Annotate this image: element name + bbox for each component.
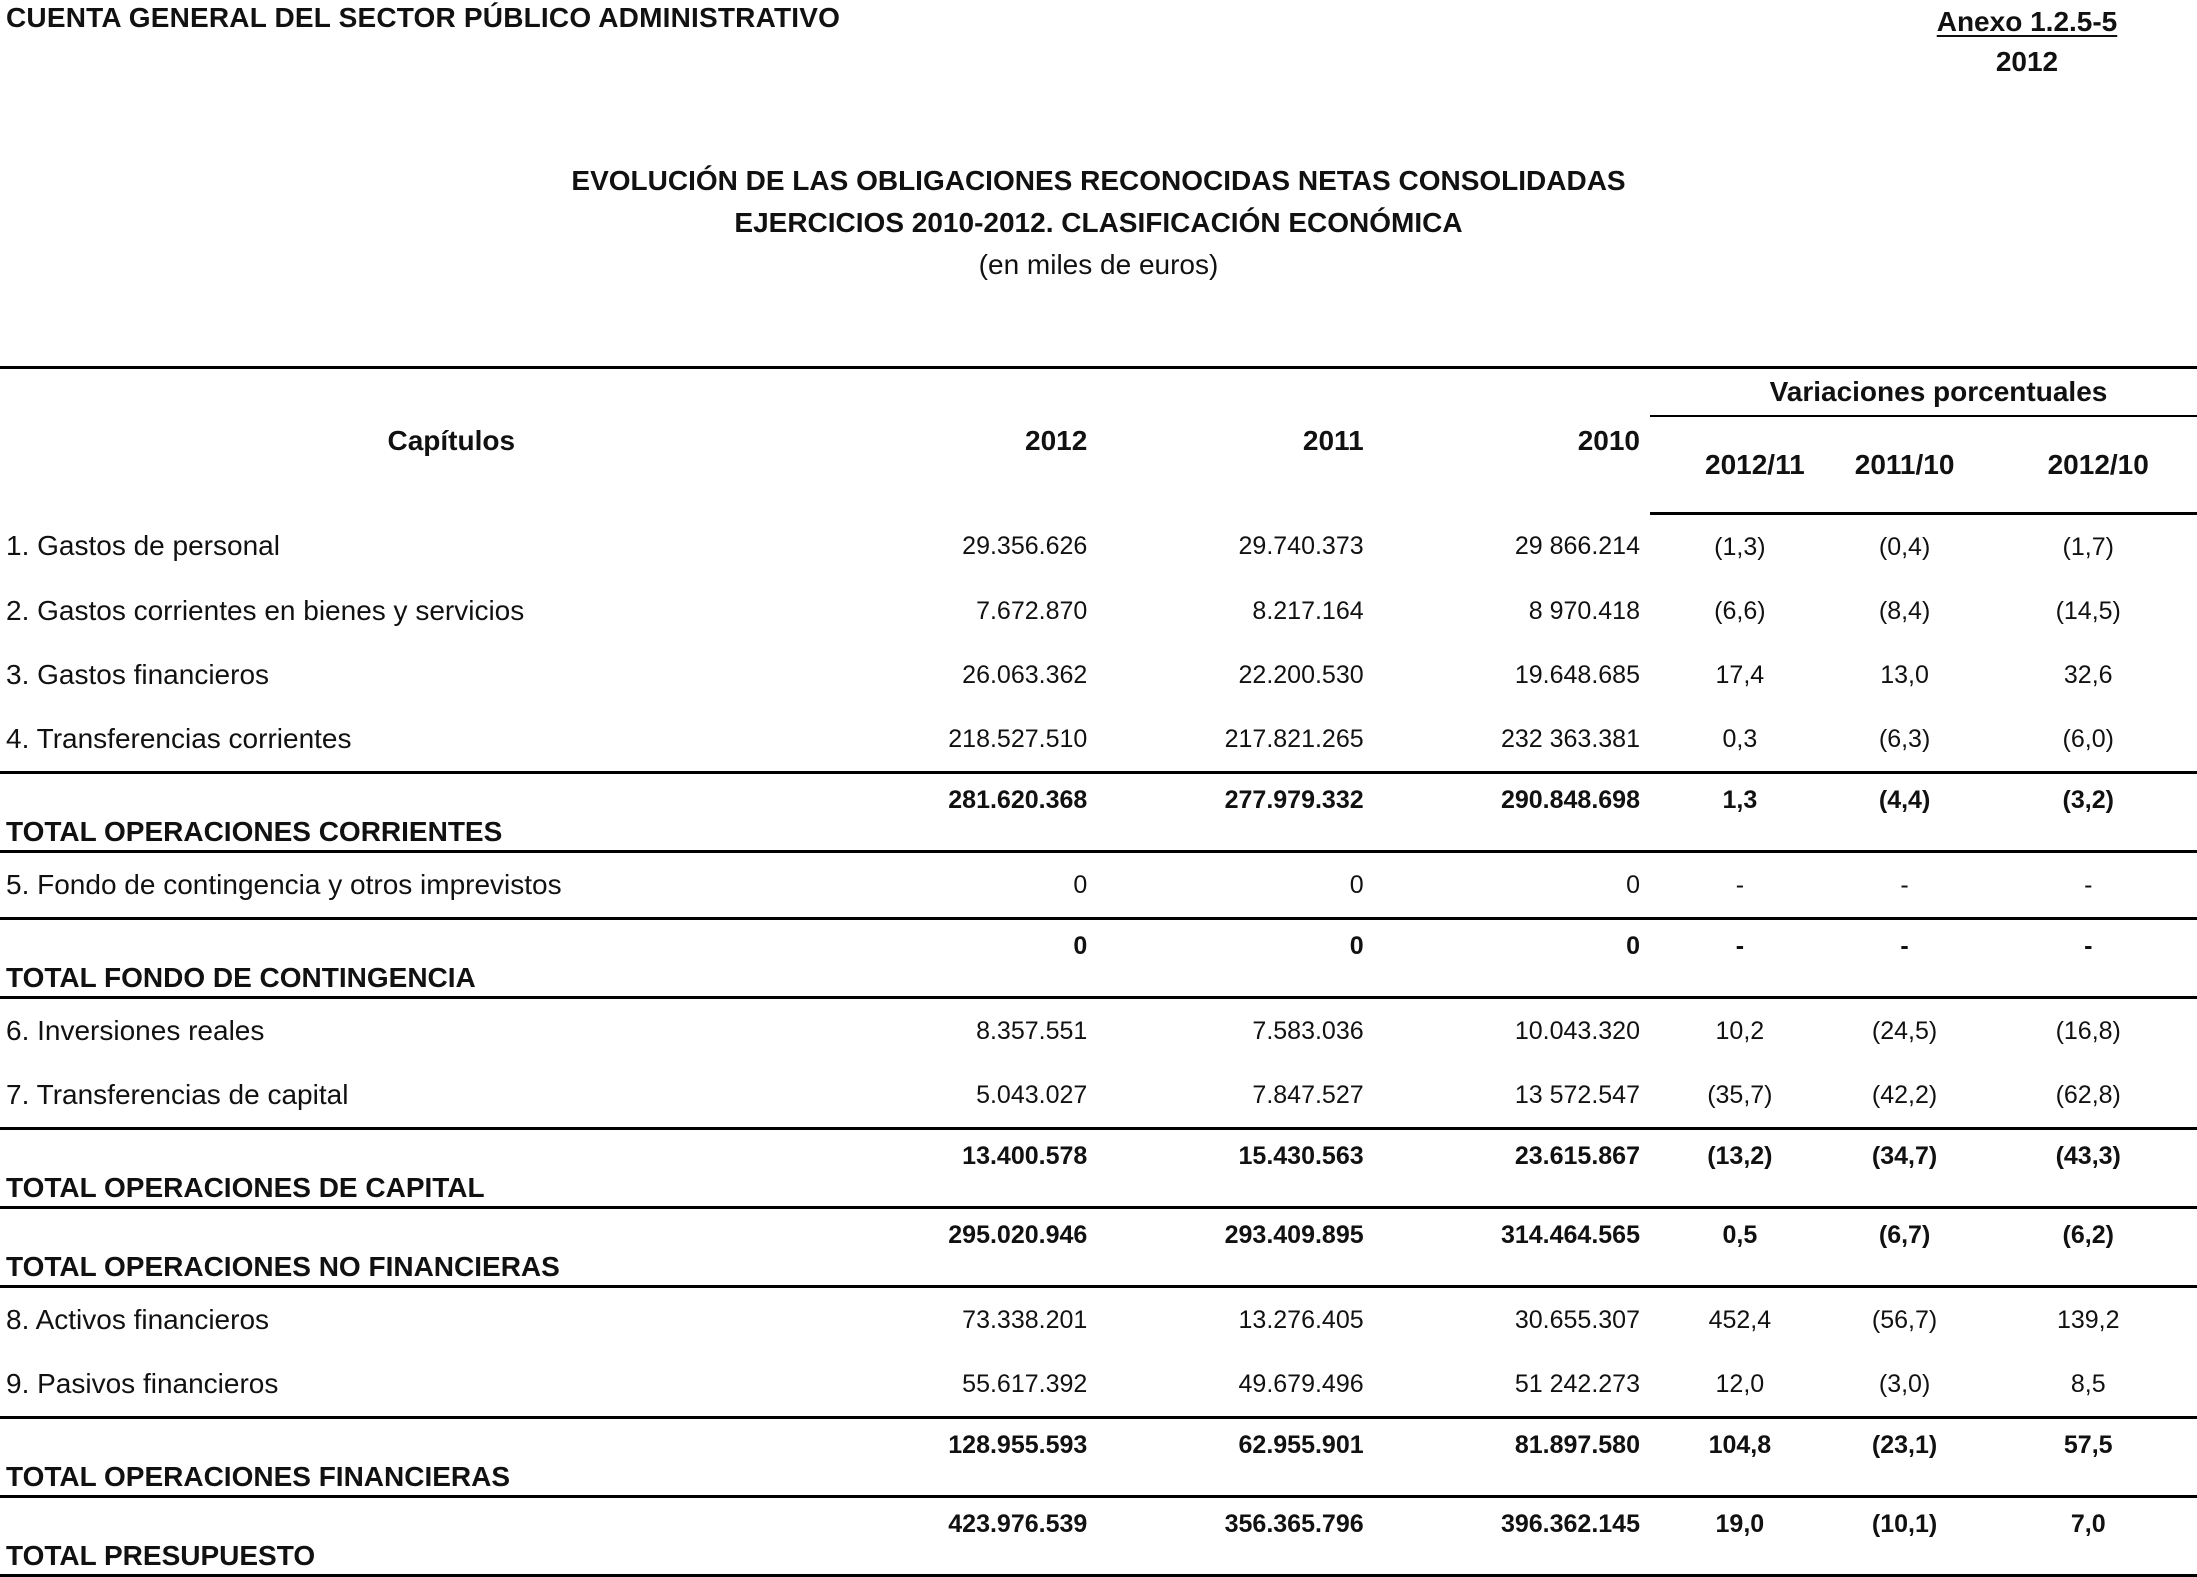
row-label: TOTAL OPERACIONES DE CAPITAL bbox=[0, 1129, 903, 1208]
pct-2012-10: - bbox=[1979, 919, 2197, 998]
pct-2012-11: 0,5 bbox=[1650, 1208, 1830, 1287]
value-2011: 29.740.373 bbox=[1238, 531, 1364, 560]
value-2011: 22.200.530 bbox=[1238, 660, 1364, 689]
value-2010: 19.648.685 bbox=[1514, 660, 1640, 689]
total-row bbox=[0, 773, 2197, 852]
row-label: 9. Pasivos financieros bbox=[6, 1368, 279, 1399]
value-2011: 49.679.496 bbox=[1238, 1369, 1364, 1398]
pct-2012-11: 17,4 bbox=[1715, 660, 1765, 689]
value-2011: 356.365.796 bbox=[1097, 1497, 1373, 1576]
pct-2012-11: 19,0 bbox=[1650, 1497, 1830, 1576]
value-2010: 0 bbox=[1374, 852, 1650, 919]
pct-2012-11: 0,3 bbox=[1722, 724, 1758, 753]
value-2011: 13.276.405 bbox=[1097, 1287, 1373, 1353]
value-2012: 8.357.551 bbox=[903, 998, 1098, 1064]
pct-2012-11: 452,4 bbox=[1650, 1287, 1830, 1353]
pct-2012-11: (13,2) bbox=[1650, 1129, 1830, 1208]
value-2010: 396.362.145 bbox=[1374, 1497, 1650, 1576]
col-header-var-2012-10: 2012/10 bbox=[1979, 416, 2197, 514]
value-2012: 295.020.946 bbox=[903, 1208, 1098, 1287]
total-row bbox=[0, 919, 2197, 998]
pct-2011-10: (56,7) bbox=[1830, 1287, 1980, 1353]
value-2012: 26.063.362 bbox=[962, 660, 1088, 689]
table-row bbox=[0, 579, 2197, 643]
pct-2011-10: (6,3) bbox=[1878, 724, 1931, 753]
value-2010: 29 866.214 bbox=[1514, 531, 1640, 560]
report-title-block bbox=[0, 160, 2197, 286]
row-label: TOTAL FONDO DE CONTINGENCIA bbox=[0, 919, 903, 998]
table-row bbox=[0, 998, 2197, 1064]
pct-2012-10: (1,7) bbox=[2062, 532, 2114, 561]
pct-2012-10: 139,2 bbox=[1979, 1287, 2197, 1353]
pct-2012-10: (6,0) bbox=[2062, 724, 2114, 753]
value-2010: 23.615.867 bbox=[1374, 1129, 1650, 1208]
value-2011: 7.847.527 bbox=[1252, 1080, 1364, 1109]
total-row bbox=[0, 1208, 2197, 1287]
row-label: 1. Gastos de personal bbox=[6, 530, 280, 562]
total-row bbox=[0, 1418, 2197, 1497]
pct-2011-10: - bbox=[1830, 919, 1980, 998]
value-2012: 29.356.626 bbox=[962, 531, 1088, 560]
pct-2012-11: - bbox=[1650, 919, 1830, 998]
row-label: 7. Transferencias de capital bbox=[6, 1079, 349, 1110]
annex-year: 2012 bbox=[1995, 46, 2059, 77]
value-2011: 0 bbox=[1097, 852, 1373, 919]
report-title-line1: EVOLUCIÓN DE LAS OBLIGACIONES RECONOCIDAS NETAS CONSOLIDADAS bbox=[571, 165, 1626, 196]
row-label: TOTAL OPERACIONES CORRIENTES bbox=[0, 773, 903, 852]
col-header-2012: 2012 bbox=[1025, 425, 1088, 457]
table-row bbox=[0, 1063, 2197, 1129]
row-label: 4. Transferencias corrientes bbox=[6, 723, 352, 754]
value-2012: 55.617.392 bbox=[962, 1369, 1088, 1398]
value-2010: 81.897.580 bbox=[1374, 1418, 1650, 1497]
pct-2011-10: (10,1) bbox=[1830, 1497, 1980, 1576]
pct-2012-11: - bbox=[1650, 852, 1830, 919]
pct-2012-10: 32,6 bbox=[2063, 660, 2113, 689]
pct-2011-10: (42,2) bbox=[1871, 1080, 1938, 1109]
value-2012: 0 bbox=[903, 852, 1098, 919]
value-2012: 128.955.593 bbox=[903, 1418, 1098, 1497]
value-2010: 232 363.381 bbox=[1500, 724, 1640, 753]
pct-2011-10: (4,4) bbox=[1830, 773, 1980, 852]
pct-2011-10: (8,4) bbox=[1878, 596, 1931, 625]
row-label: TOTAL OPERACIONES FINANCIERAS bbox=[0, 1418, 903, 1497]
value-2011: 8.217.164 bbox=[1252, 596, 1364, 625]
pct-2011-10: (6,7) bbox=[1830, 1208, 1980, 1287]
pct-2012-10: (62,8) bbox=[2055, 1080, 2121, 1109]
pct-2011-10: (3,0) bbox=[1878, 1369, 1931, 1398]
pct-2012-10: (6,2) bbox=[1979, 1208, 2197, 1287]
row-label: 3. Gastos financieros bbox=[6, 659, 270, 690]
row-label: TOTAL PRESUPUESTO bbox=[0, 1497, 903, 1576]
pct-2012-10: - bbox=[1979, 852, 2197, 919]
value-2011: 277.979.332 bbox=[1097, 773, 1373, 852]
pct-2012-10: (14,5) bbox=[2055, 596, 2121, 625]
pct-2012-10: (16,8) bbox=[1979, 998, 2197, 1064]
table-row bbox=[0, 1287, 2197, 1353]
pct-2012-11: 12,0 bbox=[1715, 1369, 1765, 1398]
table-row bbox=[0, 1352, 2197, 1418]
report-title-line2: EJERCICIOS 2010-2012. CLASIFICACIÓN ECONÓMICA bbox=[734, 207, 1463, 238]
value-2012: 218.527.510 bbox=[948, 724, 1088, 753]
annex-label: Anexo 1.2.5-5 bbox=[1936, 6, 2118, 37]
value-2012: 0 bbox=[903, 919, 1098, 998]
pct-2012-11: 104,8 bbox=[1650, 1418, 1830, 1497]
value-2011: 293.409.895 bbox=[1097, 1208, 1373, 1287]
total-row bbox=[0, 1129, 2197, 1208]
row-label: TOTAL OPERACIONES NO FINANCIERAS bbox=[0, 1208, 903, 1287]
value-2011: 0 bbox=[1097, 919, 1373, 998]
annex-block bbox=[1917, 2, 2137, 82]
col-header-var-2011-10: 2011/10 bbox=[1830, 416, 1980, 514]
units-note: (en miles de euros) bbox=[978, 249, 1219, 280]
pct-2012-10: (3,2) bbox=[1979, 773, 2197, 852]
value-2012: 281.620.368 bbox=[903, 773, 1098, 852]
pct-2012-10: 57,5 bbox=[1979, 1418, 2197, 1497]
col-header-variations: Variaciones porcentuales bbox=[1650, 368, 2197, 417]
value-2012: 423.976.539 bbox=[903, 1497, 1098, 1576]
value-2012: 7.672.870 bbox=[976, 596, 1088, 625]
value-2012: 5.043.027 bbox=[976, 1080, 1088, 1109]
value-2011: 217.821.265 bbox=[1224, 724, 1364, 753]
pct-2012-11: (35,7) bbox=[1707, 1080, 1773, 1109]
pct-2012-10: 8,5 bbox=[2070, 1369, 2106, 1398]
value-2010: 30.655.307 bbox=[1374, 1287, 1650, 1353]
value-2010: 13 572.547 bbox=[1514, 1080, 1640, 1109]
value-2011: 7.583.036 bbox=[1097, 998, 1373, 1064]
pct-2012-11: (1,3) bbox=[1714, 532, 1766, 561]
table-row bbox=[0, 707, 2197, 773]
pct-2011-10: (24,5) bbox=[1830, 998, 1980, 1064]
value-2010: 10.043.320 bbox=[1374, 998, 1650, 1064]
value-2010: 51 242.273 bbox=[1514, 1369, 1640, 1398]
value-2011: 15.430.563 bbox=[1097, 1129, 1373, 1208]
col-header-2011: 2011 bbox=[1302, 425, 1364, 457]
value-2012: 73.338.201 bbox=[903, 1287, 1098, 1353]
table-row bbox=[0, 643, 2197, 707]
pct-2011-10: 13,0 bbox=[1880, 660, 1929, 689]
pct-2011-10: (34,7) bbox=[1830, 1129, 1980, 1208]
pct-2011-10: (0,4) bbox=[1878, 532, 1931, 561]
row-label: 6. Inversiones reales bbox=[0, 998, 903, 1064]
row-label: 5. Fondo de contingencia y otros imprevistos bbox=[0, 852, 903, 919]
pct-2012-10: (43,3) bbox=[1979, 1129, 2197, 1208]
table-row bbox=[0, 852, 2197, 919]
total-row bbox=[0, 1497, 2197, 1576]
pct-2012-10: 7,0 bbox=[1979, 1497, 2197, 1576]
table-row bbox=[0, 514, 2197, 580]
value-2012: 13.400.578 bbox=[903, 1129, 1098, 1208]
pct-2012-11: 10,2 bbox=[1650, 998, 1830, 1064]
value-2010: 290.848.698 bbox=[1374, 773, 1650, 852]
col-header-chapters: Capítulos bbox=[387, 425, 516, 457]
col-header-var-2012-11: 2012/11 bbox=[1650, 416, 1830, 514]
value-2010: 8 970.418 bbox=[1528, 596, 1640, 625]
pct-2011-10: (23,1) bbox=[1830, 1418, 1980, 1497]
col-header-2010: 2010 bbox=[1577, 425, 1640, 457]
row-label: 8. Activos financieros bbox=[0, 1287, 903, 1353]
value-2010: 0 bbox=[1374, 919, 1650, 998]
pct-2012-11: (6,6) bbox=[1714, 596, 1766, 625]
document-org-header: CUENTA GENERAL DEL SECTOR PÚBLICO ADMINISTRATIVO bbox=[6, 2, 841, 33]
value-2010: 314.464.565 bbox=[1374, 1208, 1650, 1287]
obligations-table bbox=[0, 366, 2197, 1577]
pct-2011-10: - bbox=[1830, 852, 1980, 919]
pct-2012-11: 1,3 bbox=[1650, 773, 1830, 852]
row-label: 2. Gastos corrientes en bienes y servicios bbox=[6, 595, 525, 626]
value-2011: 62.955.901 bbox=[1097, 1418, 1373, 1497]
